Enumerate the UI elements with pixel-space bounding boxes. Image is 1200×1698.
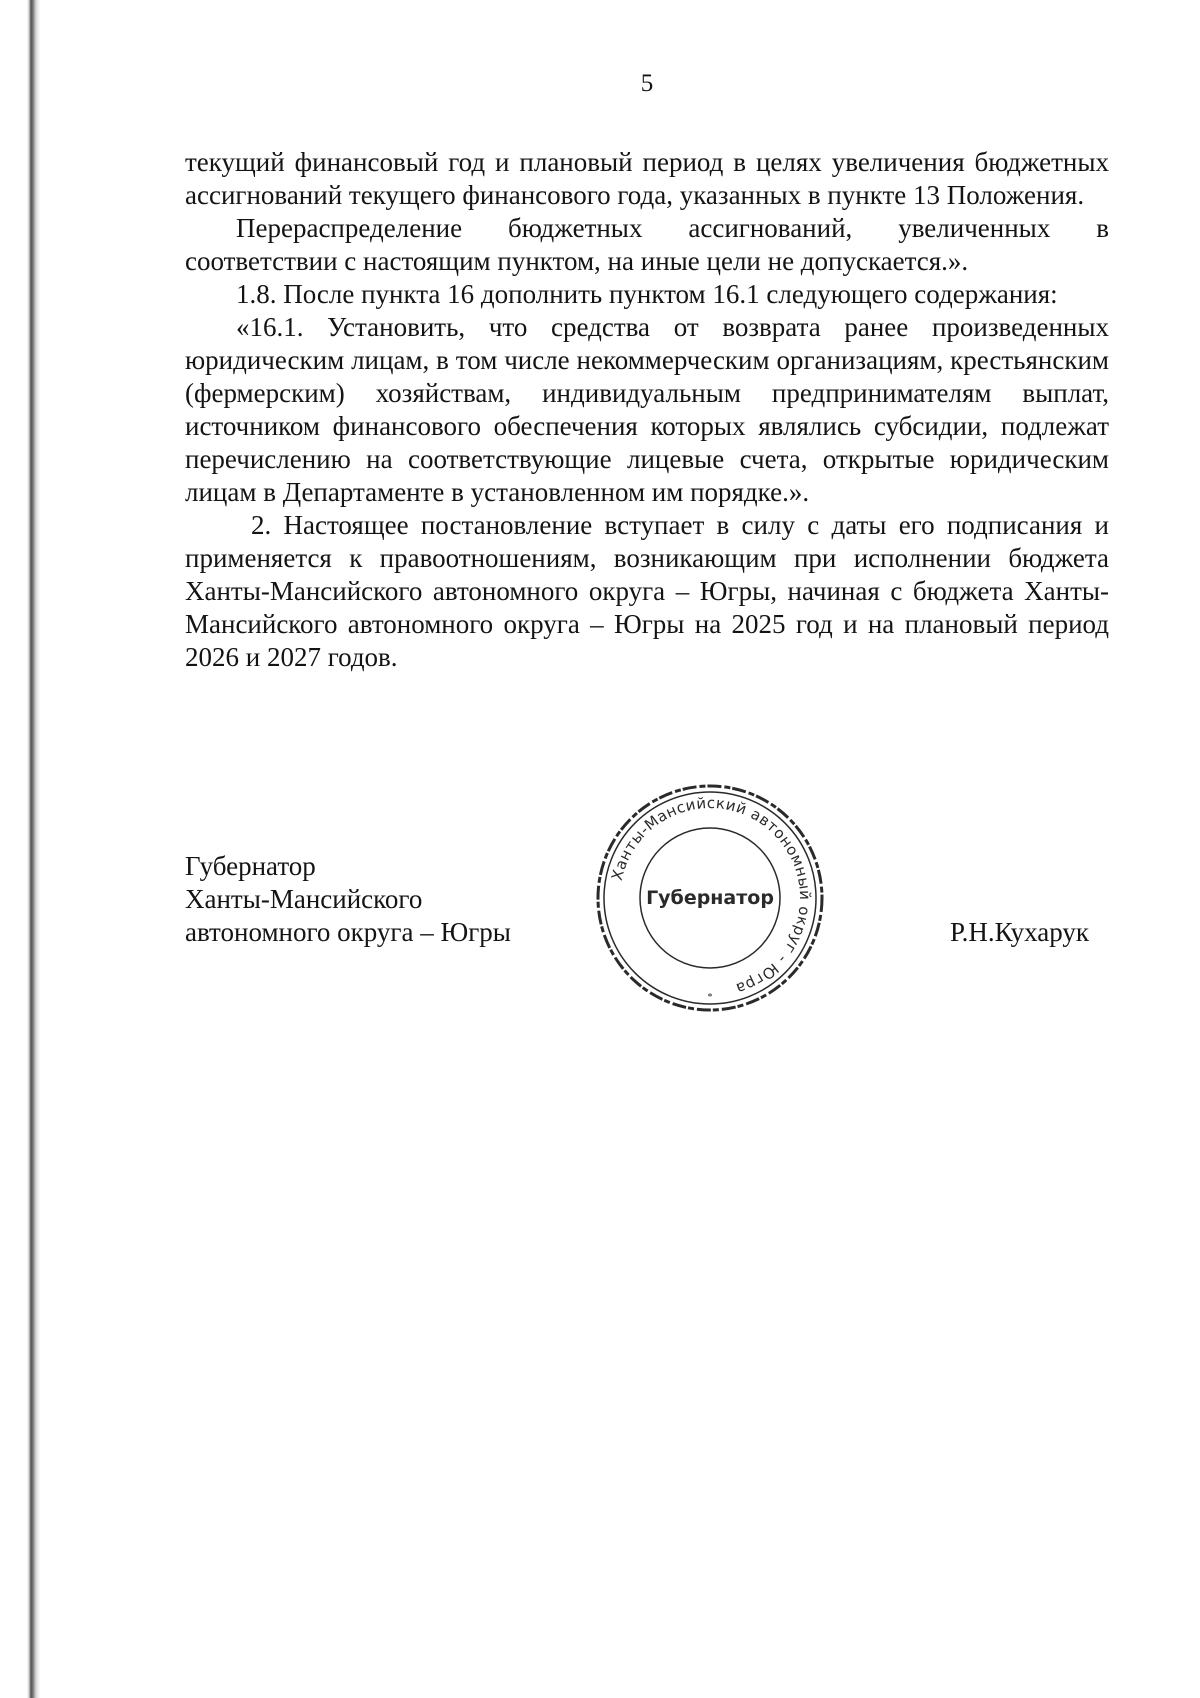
signatory-position-line: Ханты-Мансийского	[185, 884, 423, 914]
paragraph-item-16-1: «16.1. Установить, что средства от возврата ранее произведенных юридическим лицам, в том числе некоммерческим организациям, крестьянским (фермерским) хозяйствам, индивидуальным предпринимателям выплат, источником финансового обеспечения которых являлись субсидии, подлежат перечислению на соответствующие лицевые счета, открытые юридическим лицам в Департаменте в установленном им порядке.».	[185, 312, 1109, 507]
signatory-position-line: Губернатор	[185, 851, 316, 881]
seal-star-mark: *	[707, 992, 713, 1003]
paragraph-redistribution: Перераспределение бюджетных ассигнований, увеличенных в соответствии с настоящим пунктом, на иные цели не допускается.».	[185, 213, 1109, 276]
paragraph-item-2: 2. Настоящее постановление вступает в силу с даты его подписания и применяется к правоотношениям, возникающим при исполнении бюджета Ханты-Мансийского автономного округа – Югры, начиная с бюджета Ханты-Мансийского автономного округа – Югры на 2025 год и на плановый период 2026 и 2027 годов.	[185, 510, 1109, 672]
paragraph-item-1-8: 1.8. После пункта 16 дополнить пунктом 16.1 следующего содержания:	[236, 279, 1058, 309]
page-number: 5	[640, 70, 654, 97]
document-body	[185, 146, 1109, 674]
seal-center-text: Губернатор	[646, 887, 774, 909]
official-seal	[590, 778, 830, 1018]
seal-ring-textpath: Ханты-Мансийский автономный округ - Югра	[607, 793, 815, 998]
signatory-name: Р.Н.Кухарук	[950, 917, 1090, 947]
signatory-position-line: автономного округа – Югры	[185, 917, 511, 947]
signatory-position	[185, 850, 511, 949]
scan-edge-shadow	[0, 0, 40, 1698]
paragraph-continuation: текущий финансовый год и плановый период в целях увеличения бюджетных ассигнований текущего финансового года, указанных в пункте 13 Положения.	[185, 147, 1109, 210]
